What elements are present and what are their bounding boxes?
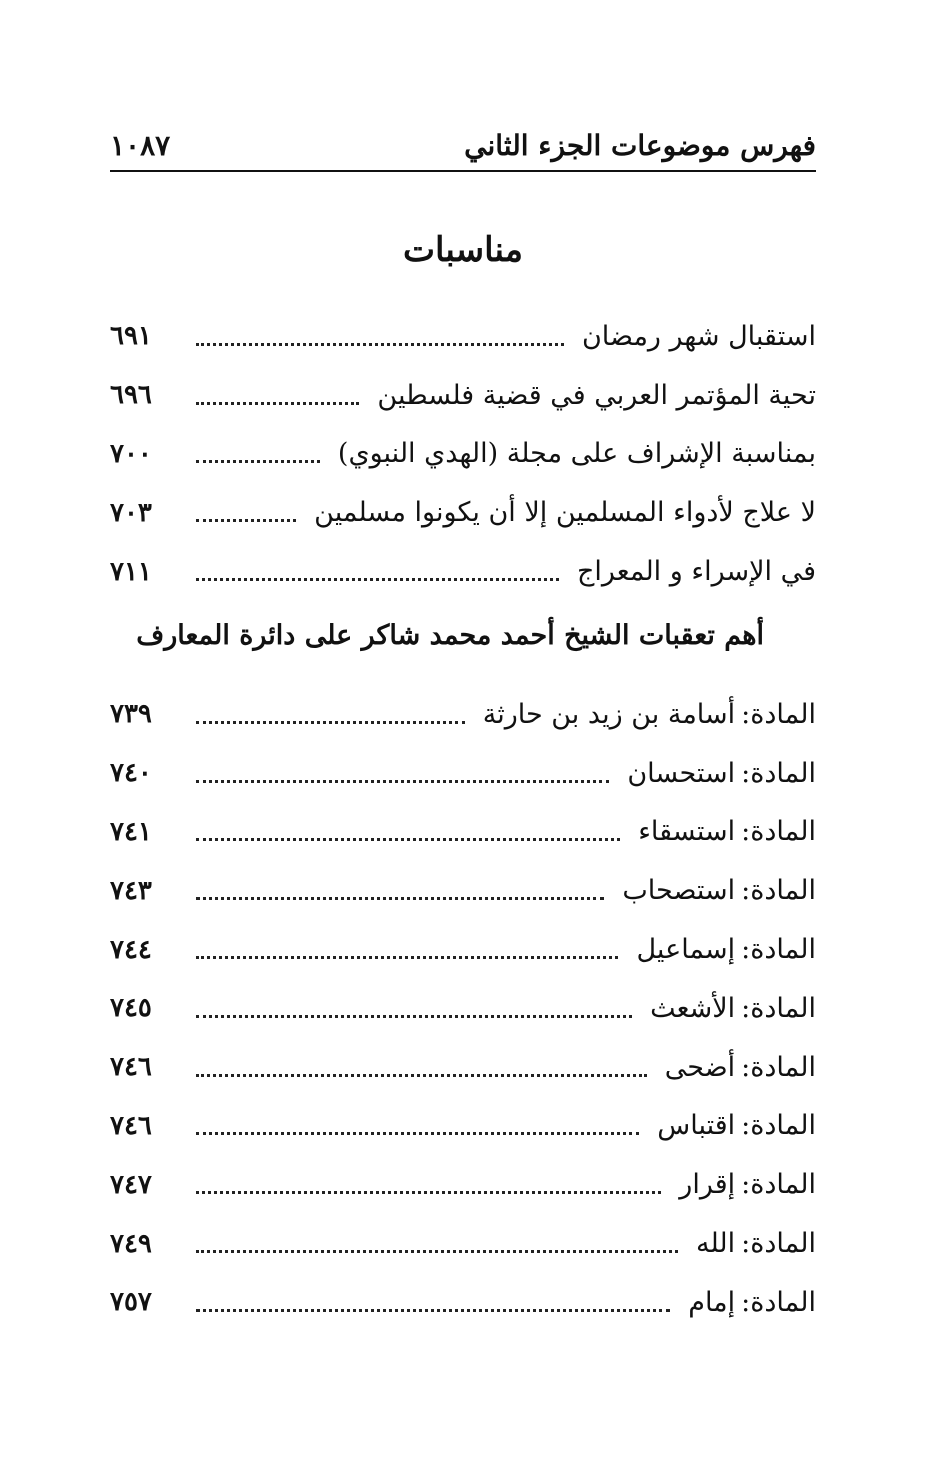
toc-entry-page: ٧٤٣ xyxy=(110,875,152,906)
toc-entry-label xyxy=(688,1287,816,1318)
toc-entry[interactable] xyxy=(110,803,816,862)
toc-entry-page: ٧٣٩ xyxy=(110,699,152,730)
dot-leader xyxy=(196,1074,647,1077)
toc-entry-label xyxy=(665,1052,816,1083)
field-prefix: المادة: xyxy=(741,1110,816,1142)
page-number: ١٠٨٧ xyxy=(110,128,171,162)
toc-entry-page: ٧٠٠ xyxy=(110,438,152,469)
field-prefix: المادة: xyxy=(741,934,816,966)
toc-entry[interactable] xyxy=(110,366,816,425)
field-term: إقرار xyxy=(679,1169,736,1201)
dot-leader xyxy=(196,897,604,900)
toc-entry-label: لا علاج لأدواء المسلمين إلا أن يكونوا مسلمين xyxy=(314,497,816,529)
field-prefix: المادة: xyxy=(741,1228,816,1260)
dot-leader xyxy=(196,343,564,346)
toc-entry-page: ٧٤٥ xyxy=(110,993,152,1024)
field-term: الله xyxy=(696,1228,736,1260)
field-term: إسماعيل xyxy=(636,934,736,966)
dot-leader xyxy=(196,838,620,841)
toc-entry-page: ٧٤٠ xyxy=(110,758,152,789)
dot-leader xyxy=(196,1309,670,1312)
field-term: أسامة بن زيد بن حارثة xyxy=(482,698,736,730)
dot-leader xyxy=(196,1132,639,1135)
toc-entry-page: ٧٤٦ xyxy=(110,1110,152,1141)
toc-entry[interactable] xyxy=(110,307,816,366)
toc-entry-label xyxy=(696,1228,816,1259)
field-prefix: المادة: xyxy=(741,757,816,789)
dot-leader xyxy=(196,1015,632,1018)
dot-leader xyxy=(196,519,296,522)
toc-entry[interactable] xyxy=(110,979,816,1038)
field-prefix: المادة: xyxy=(741,875,816,907)
field-prefix: المادة: xyxy=(741,1286,816,1318)
toc-entry-label: تحية المؤتمر العربي في قضية فلسطين xyxy=(377,379,816,411)
toc-entry-label xyxy=(638,816,816,847)
toc-entry[interactable] xyxy=(110,1155,816,1214)
toc-entry-page: ٧٤١ xyxy=(110,816,152,847)
field-prefix: المادة: xyxy=(741,816,816,848)
dot-leader xyxy=(196,721,465,724)
field-prefix: المادة: xyxy=(741,1051,816,1083)
toc-entry[interactable] xyxy=(110,425,816,484)
toc-entry-page: ٧٤٧ xyxy=(110,1169,152,1200)
toc-entry-label xyxy=(636,934,816,965)
book-page xyxy=(110,0,816,1470)
section-title-occasions: مناسبات xyxy=(403,230,523,270)
field-term: استسقاء xyxy=(638,816,736,848)
toc-entry[interactable] xyxy=(110,542,816,601)
toc-entry-label xyxy=(657,1110,816,1141)
running-header-title: فهرس موضوعات الجزء الثاني xyxy=(464,128,816,162)
toc-entry[interactable] xyxy=(110,685,816,744)
toc-entry[interactable] xyxy=(110,483,816,542)
toc-entry-page: ٧٤٩ xyxy=(110,1228,152,1259)
field-term: استصحاب xyxy=(622,875,736,907)
toc-entry[interactable] xyxy=(110,1273,816,1332)
encyclopedia-toc-list xyxy=(110,685,816,1332)
section-title-encyclopedia-critiques: أهم تعقبات الشيخ أحمد محمد شاكر على دائرة المعارف xyxy=(136,620,764,651)
toc-entry-label: استقبال شهر رمضان xyxy=(581,320,816,352)
dot-leader xyxy=(196,460,320,463)
running-header xyxy=(110,120,816,172)
dot-leader xyxy=(196,956,618,959)
toc-entry[interactable] xyxy=(110,744,816,803)
dot-leader xyxy=(196,1250,678,1253)
toc-entry-page: ٧٠٣ xyxy=(110,497,152,528)
field-term: استحسان xyxy=(627,757,736,789)
field-prefix: المادة: xyxy=(741,1169,816,1201)
toc-entry-label: في الإسراء و المعراج xyxy=(576,556,816,588)
toc-entry[interactable] xyxy=(110,1097,816,1156)
toc-entry[interactable] xyxy=(110,1214,816,1273)
toc-entry-page: ٧٤٦ xyxy=(110,1052,152,1083)
toc-entry-label: بمناسبة الإشراف على مجلة (الهدي النبوي) xyxy=(337,438,816,470)
dot-leader xyxy=(196,402,359,405)
toc-entry-label xyxy=(483,699,816,730)
field-term: إمام xyxy=(688,1286,736,1318)
toc-entry[interactable] xyxy=(110,861,816,920)
field-term: أضحى xyxy=(664,1051,736,1083)
toc-entry[interactable] xyxy=(110,1038,816,1097)
toc-entry-label xyxy=(627,758,816,789)
toc-entry-page: ٦٩٦ xyxy=(110,380,152,411)
toc-entry-page: ٧٥٧ xyxy=(110,1287,152,1318)
toc-entry[interactable] xyxy=(110,920,816,979)
dot-leader xyxy=(196,1191,661,1194)
field-term: الأشعث xyxy=(650,992,736,1024)
field-term: اقتباس xyxy=(657,1110,736,1142)
field-prefix: المادة: xyxy=(741,698,816,730)
toc-entry-page: ٦٩١ xyxy=(110,321,152,352)
dot-leader xyxy=(196,578,559,581)
toc-entry-page: ٧١١ xyxy=(110,556,152,587)
toc-entry-label xyxy=(650,993,816,1024)
dot-leader xyxy=(196,780,609,783)
occasions-toc-list xyxy=(110,307,816,601)
toc-entry-label xyxy=(679,1169,816,1200)
field-prefix: المادة: xyxy=(741,992,816,1024)
toc-entry-page: ٧٤٤ xyxy=(110,934,152,965)
toc-entry-label xyxy=(622,875,816,906)
